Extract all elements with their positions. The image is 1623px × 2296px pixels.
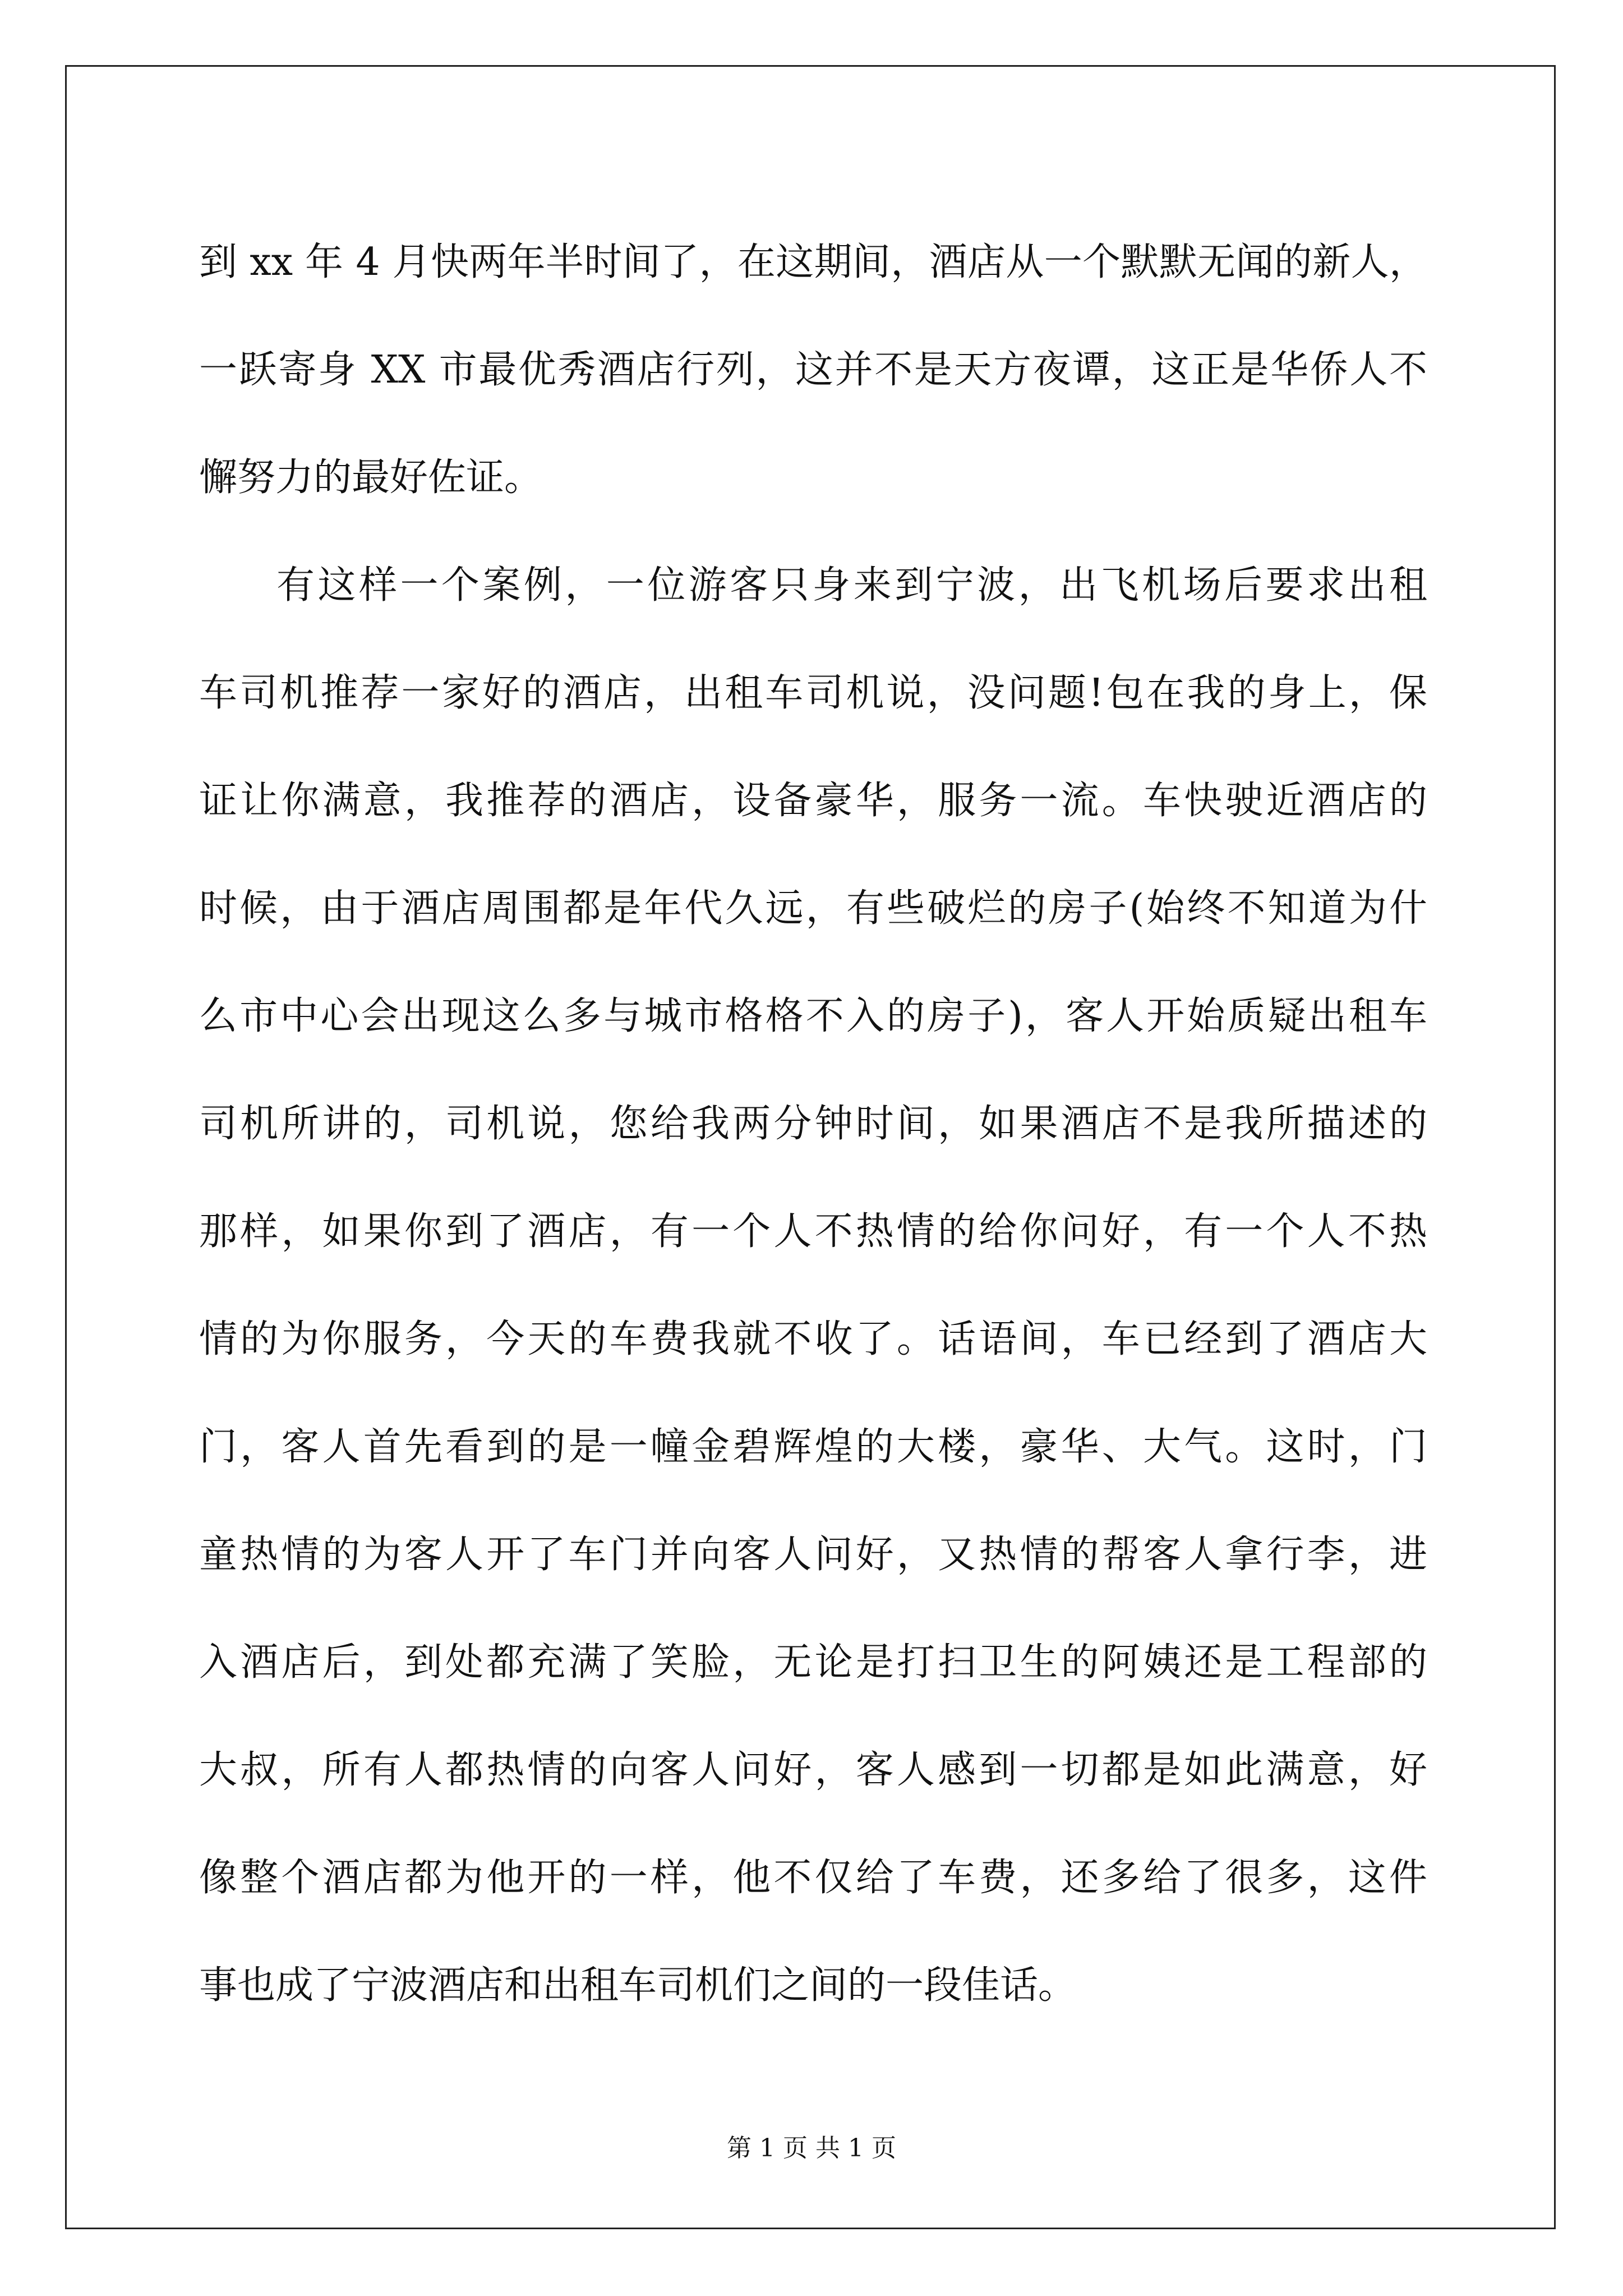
- document-body: [199, 209, 1427, 2040]
- text-line: 时候，由于酒店周围都是年代久远，有些破烂的房子(始终不知道为什: [199, 886, 1427, 931]
- paragraph-2: [199, 532, 1427, 2040]
- text-line: 门，客人首先看到的是一幢金碧辉煌的大楼，豪华、大气。这时，门: [199, 1425, 1427, 1469]
- text-line: 事也成了宁波酒店和出租车司机们之间的一段佳话。: [199, 1963, 1077, 2008]
- text-line: 童热情的为客人开了车门并向客人问好，又热情的帮客人拿行李，进: [199, 1533, 1427, 1577]
- page-indicator: 第 1 页 共 1 页: [727, 2134, 896, 2162]
- text-line: 到 xx 年 4 月快两年半时间了，在这期间，酒店从一个默默无闻的新人，: [199, 240, 1427, 284]
- text-line: 司机所讲的，司机说，您给我两分钟时间，如果酒店不是我所描述的: [199, 1102, 1427, 1146]
- text-line: 入酒店后，到处都充满了笑脸，无论是打扫卫生的阿姨还是工程部的: [199, 1640, 1427, 1685]
- text-line: 有这样一个案例，一位游客只身来到宁波，出飞机场后要求出租: [276, 563, 1427, 608]
- text-line: 那样，如果你到了酒店，有一个人不热情的给你问好，有一个人不热: [199, 1209, 1427, 1254]
- text-line: 么市中心会出现这么多与城市格格不入的房子)，客人开始质疑出租车: [199, 994, 1427, 1038]
- text-line: 懈努力的最好佐证。: [199, 455, 543, 500]
- text-line: 车司机推荐一家好的酒店，出租车司机说，没问题!包在我的身上，保: [199, 671, 1427, 715]
- text-line: 情的为你服务，今天的车费我就不收了。话语间，车已经到了酒店大: [199, 1317, 1427, 1361]
- text-line: 证让你满意，我推荐的酒店，设备豪华，服务一流。车快驶近酒店的: [199, 779, 1427, 823]
- text-line: 一跃寄身 XX 市最优秀酒店行列，这并不是天方夜谭，这正是华侨人不: [199, 348, 1427, 392]
- text-line: 像整个酒店都为他开的一样，他不仅给了车费，还多给了很多，这件: [199, 1856, 1427, 1900]
- paragraph-1: [199, 209, 1427, 532]
- page-footer: [0, 2132, 1623, 2165]
- text-line: 大叔，所有人都热情的向客人问好，客人感到一切都是如此满意，好: [199, 1748, 1427, 1792]
